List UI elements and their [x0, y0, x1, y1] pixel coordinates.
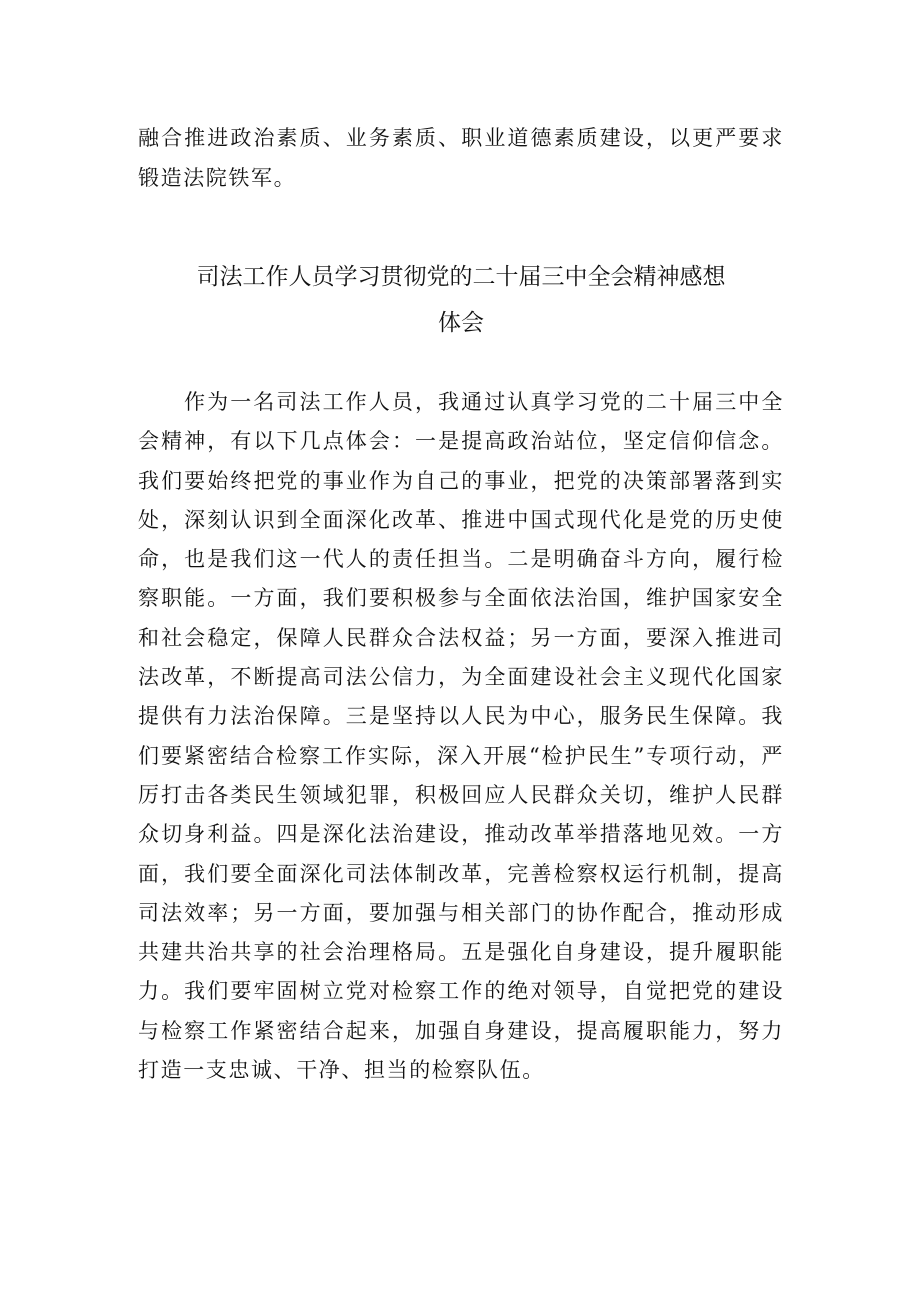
lead-paragraph: 融合推进政治素质、业务素质、职业道德素质建设，以更严要求锻造法院铁军。 [138, 126, 784, 190]
body-paragraph: 作为一名司法工作人员，我通过认真学习党的二十届三中全会精神，有以下几点体会：一是提高政治站位，坚定信仰信念。我们要始终把党的事业作为自己的事业，把党的决策部署落到实处，深刻认识到全面深化改革、推进中国式现代化是党的历史使命，也是我们这一代人的责任担当。二是明确奋斗方向，履行检察职能。一方面，我们要积极参与全面依法治国，维护国家安全和社会稳定，保障人民群众合法权益；另一方面，要深入推进司法改革，不断提高司法公信力，为全面建设社会主义现代化国家提供有力法治保障。三是坚持以人民为中心，服务民生保障。我们要紧密结合检察工作实际，深入开展“检护民生”专项行动，严厉打击各类民生领域犯罪，积极回应人民群众关切，维护人民群众切身利益。四是深化法治建设，推动改革举措落地见效。一方面，我们要全面深化司法体制改革，完善检察权运行机制，提高司法效率；另一方面，要加强与相关部门的协作配合，推动形成共建共治共享的社会治理格局。五是强化自身建设，提升履职能力。我们要牢固树立党对检察工作的绝对领导，自觉把党的建设与检察工作紧密结合起来，加强自身建设，提高履职能力，努力打造一支忠诚、干净、担当的检察队伍。 [138, 390, 784, 1083]
title-line-2: 体会 [438, 310, 484, 336]
title-line-1: 司法工作人员学习贯彻党的二十届三中全会精神感想 [196, 264, 726, 290]
document-title [138, 254, 784, 346]
